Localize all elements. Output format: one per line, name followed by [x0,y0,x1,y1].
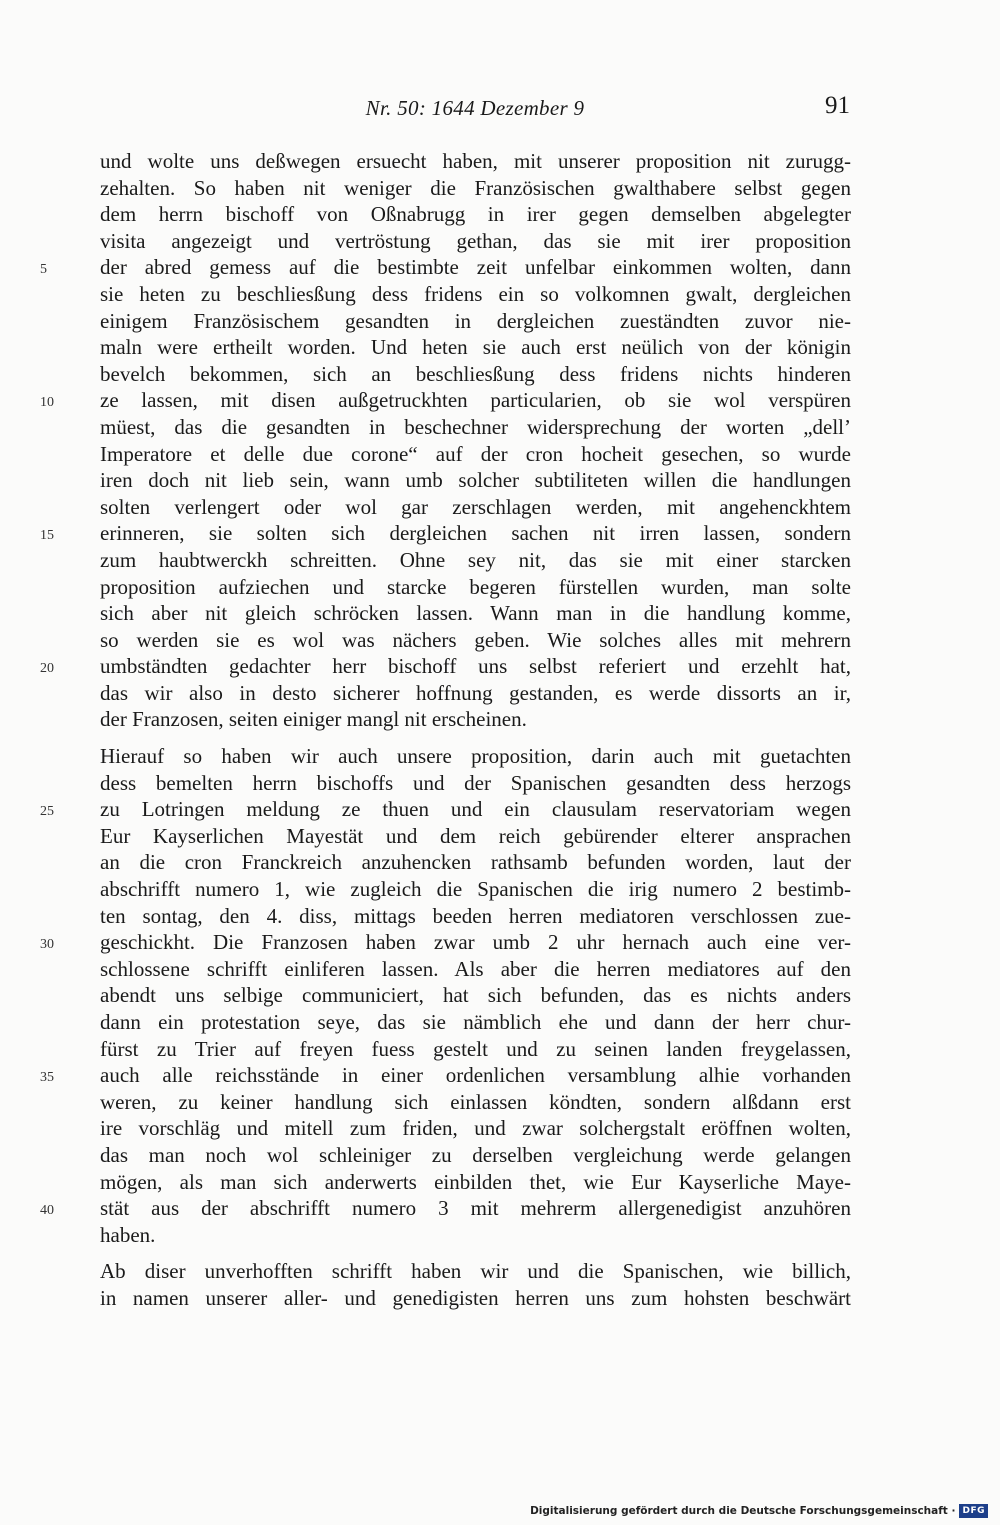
line-text: proposition aufziechen und starcke begeren fürstellen wurden, man solte [100,574,851,599]
text-line [100,201,851,228]
line-number: 35 [40,1070,54,1086]
line-text: fürst zu Trier auf freyen fuess gestelt und zu seinen landen freygelassen, [100,1036,851,1061]
body-text [40,148,851,1312]
line-number: 5 [40,262,47,278]
text-line [100,680,851,707]
text-line [100,494,851,521]
running-title: Nr. 50: 1644 Dezember 9 [365,96,585,120]
line-text: abendt uns selbige communiciert, hat sich befunden, das es nichts anders [100,983,851,1008]
line-text: visita angezeigt und vertröstung gethan, das sie mit irer proposition [100,228,851,253]
footer-credit-text: Digitalisierung gefördert durch die Deutsche Forschungsgemeinschaft · [530,1505,956,1517]
line-text: der Franzosen, seiten einiger mangl nit erscheinen. [100,707,527,732]
text-line [100,627,851,654]
text-line [100,1009,851,1036]
page-number: 91 [825,92,850,119]
text-line [40,520,851,547]
text-line [100,175,851,202]
text-line [100,467,851,494]
line-text: dann ein protestation seye, das sie nämblich ehe und dann der herr chur- [100,1010,851,1034]
text-line [100,1169,851,1196]
text-line [100,600,851,627]
line-text: das wir also in desto sicherer hoffnung gestanden, es werde dissorts an ir, [100,680,851,705]
text-line [100,1258,851,1285]
line-text: das man noch wol schleiniger zu derselben vergleichung werde gelangen [100,1142,851,1167]
text-line [100,547,851,574]
line-text: dess bemelten herrn bischoffs und der Spanischen gesandten dess herzogs [100,770,851,795]
text-line [100,1089,851,1116]
line-text: auch alle reichsstände in einer ordenlichen versamblung alhie vorhanden [100,1063,851,1088]
line-text: bevelch bekommen, sich an beschliesßung dess fridens nichts hinderen [100,361,851,386]
text-line [100,876,851,903]
paragraph [100,1258,851,1311]
text-line [100,148,851,175]
text-line [100,903,851,930]
text-line [100,743,851,770]
line-text: in namen unserer aller- und genedigisten herren uns zum hohsten beschwärt [100,1285,851,1310]
line-text: so werden sie es wol was nächers geben. Wie solches alles mit mehrern [100,627,851,652]
line-text: einigem Französischem gesandten in dergleichen zueständten zuvor nie- [100,308,851,333]
text-line [100,281,851,308]
line-text: erinneren, sie solten sich dergleichen sachen nit irren lassen, sondern [100,521,851,546]
line-text: zum haubtwerckh schreitten. Ohne sey nit, das sie mit einer starcken [100,547,851,572]
text-line [100,1222,851,1249]
line-text: ten sontag, den 4. diss, mittags beeden herren mediatoren verschlossen zue- [100,903,851,928]
text-line [100,982,851,1009]
line-number: 25 [40,804,54,820]
text-line [40,254,851,281]
line-text: stät aus der abschrifft numero 3 mit mehrerm allergenedigist anzuhören [100,1196,851,1221]
line-text: mögen, als man sich anderwerts einbilden thet, wie Eur Kayserliche Maye- [100,1169,851,1194]
text-line [100,849,851,876]
line-text: müest, das die gesandten in beschechner widersprechung der worten „dell’ [100,414,851,439]
line-number: 15 [40,528,54,544]
line-text: Ab diser unverhofften schrifft haben wir und die Spanischen, wie billich, [100,1259,851,1284]
text-line [100,1285,851,1312]
line-text: haben. [100,1222,156,1247]
line-text: iren doch nit lieb sein, wann umb solcher subtiliteten willen die handlungen [100,468,851,493]
text-line [100,1036,851,1063]
line-text: Hierauf so haben wir auch unsere proposition, darin auch mit guetachten [100,744,851,769]
line-text: schlossene schrifft einliferen lassen. Als aber die herren mediatores auf den [100,956,851,981]
line-text: solten verlengert oder wol gar zerschlagen werden, mit angehenckhtem [100,494,851,519]
text-line [100,414,851,441]
line-number: 40 [40,1203,54,1219]
line-text: sie heten zu beschliesßung dess fridens ein so volkomnen gwalt, dergleichen [100,281,851,306]
line-text: Imperatore et delle due corone“ auf der cron hocheit gesechen, so wurde [100,441,851,466]
line-text: und wolte uns deßwegen ersuecht haben, mit unserer proposition nit zurugg- [100,149,851,173]
line-number: 30 [40,937,54,953]
text-line [40,1062,851,1089]
running-head [100,92,850,128]
line-text: maln were ertheilt worden. Und heten sie auch erst neülich von der königin [100,335,851,360]
line-number: 20 [40,661,54,677]
line-text: an die cron Franckreich anzuhencken rathsamb befunden worden, laut der [100,850,851,875]
paragraph [40,743,851,1248]
text-line [100,823,851,850]
text-line [40,387,851,414]
line-text: zehalten. So haben nit weniger die Französischen gwalthabere selbst gegen [100,175,851,200]
text-line [100,1115,851,1142]
line-text: der abred gemess auf die bestimbte zeit unfelbar einkommen wolten, dann [100,255,851,280]
text-line [100,574,851,601]
line-text: zu Lotringen meldung ze thuen und ein clausulam reservatoriam wegen [100,797,851,822]
line-number: 10 [40,395,54,411]
text-line [100,441,851,468]
line-text: Eur Kayserlichen Mayestät und dem reich gebürender elterer ansprachen [100,823,851,848]
text-line [40,653,851,680]
dfg-logo-icon: DFG [959,1504,988,1518]
text-line [40,1195,851,1222]
line-text: dem herrn bischoff von Oßnabrugg in irer gegen demselben abgelegter [100,202,851,227]
text-line [40,929,851,956]
line-text: sich aber nit gleich schröcken lassen. Wann man in die handlung komme, [100,601,851,626]
text-line [100,770,851,797]
text-line [100,308,851,335]
line-text: ze lassen, mit disen außgetruckhten particularien, ob sie wol verspüren [100,388,851,413]
line-text: weren, zu keiner handlung sich einlassen köndten, sondern alßdann erst [100,1089,851,1114]
text-line [100,361,851,388]
text-line [100,228,851,255]
text-line [100,1142,851,1169]
line-text: umbständten gedachter herr bischoff uns selbst referiert und erzehlt hat, [100,654,851,679]
text-line [40,796,851,823]
line-text: abschrifft numero 1, wie zugleich die Spanischen die irig numero 2 bestimb- [100,877,851,902]
text-line [100,956,851,983]
line-text: geschickht. Die Franzosen haben zwar umb 2 uhr hernach auch eine ver- [100,930,851,955]
line-text: ire vorschläg und mitell zum friden, und zwar solchergstalt eröffnen wolten, [100,1116,851,1141]
text-line [100,706,851,733]
paragraph [40,148,851,733]
footer-credit [530,1503,988,1519]
text-line [100,334,851,361]
